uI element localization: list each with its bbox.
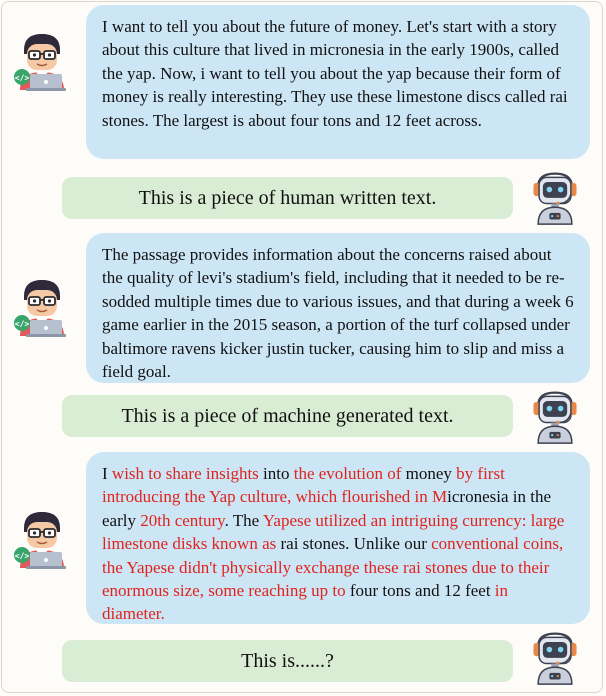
robot-icon [526,387,584,445]
modified-segment: Yapese utilized an intriguing currency: large limestone disks known as [102,510,565,554]
answer-box-3 [62,640,513,682]
query-bubble-3 [86,452,590,624]
query-segment: rai stones. Unlike our [276,534,432,554]
modified-segment: in diameter. [102,581,509,624]
answer-text-1: This is a piece of human written text. [138,186,437,209]
query-text-3 [102,464,564,623]
query-segment: four tons and 12 feet [345,581,495,601]
query-text-2: The passage provides information about the concerns raised about the quality of levi's stadium's field, including that it needed to be re-sodded multiple times due to various issues, and that during a week 6 game earlier in the 2015 season, a portion of the turf collapsed under baltimore ravens kicker justin tucker, causing him to slip and miss a field goal. [102,245,574,382]
programmer-avatar-icon [12,274,72,340]
answer-text-2: This is a piece of machine generated text. [121,404,454,427]
programmer-avatar-icon [12,506,72,572]
robot-icon [526,628,584,686]
answer-text-3: This is......? [241,649,334,672]
programmer-avatar-icon [12,28,72,94]
query-segment: icronesia in the early [102,487,552,530]
answer-box-1 [62,177,513,219]
query-bubble-2 [86,233,590,383]
robot-icon [526,168,584,226]
query-segment: . The [224,510,263,530]
modified-segment: the evolution of [293,464,402,483]
modified-segment: conventional coins, the Yapese didn't physically exchange these rai stones due to their enormous size, some reaching up to [102,534,564,601]
query-segment: into [258,464,294,483]
query-segment: money [401,464,457,483]
query-segment: I [102,464,112,483]
query-bubble-1 [86,5,590,159]
modified-segment: wish to share insights [111,464,259,483]
modified-segment: by first introducing the Yap culture, which flourished in M [102,464,505,507]
query-text-1: I want to tell you about the future of money. Let's start with a story about this culture that lived in micronesia in the early 1900s, called the yap. Now, i want to tell you about the yap because their form of money is really interesting. They use these limestone discs called rai stones. The largest is about four tons and 12 feet across. [102,17,568,130]
modified-segment: 20th century [140,510,225,530]
answer-box-2 [62,395,513,437]
